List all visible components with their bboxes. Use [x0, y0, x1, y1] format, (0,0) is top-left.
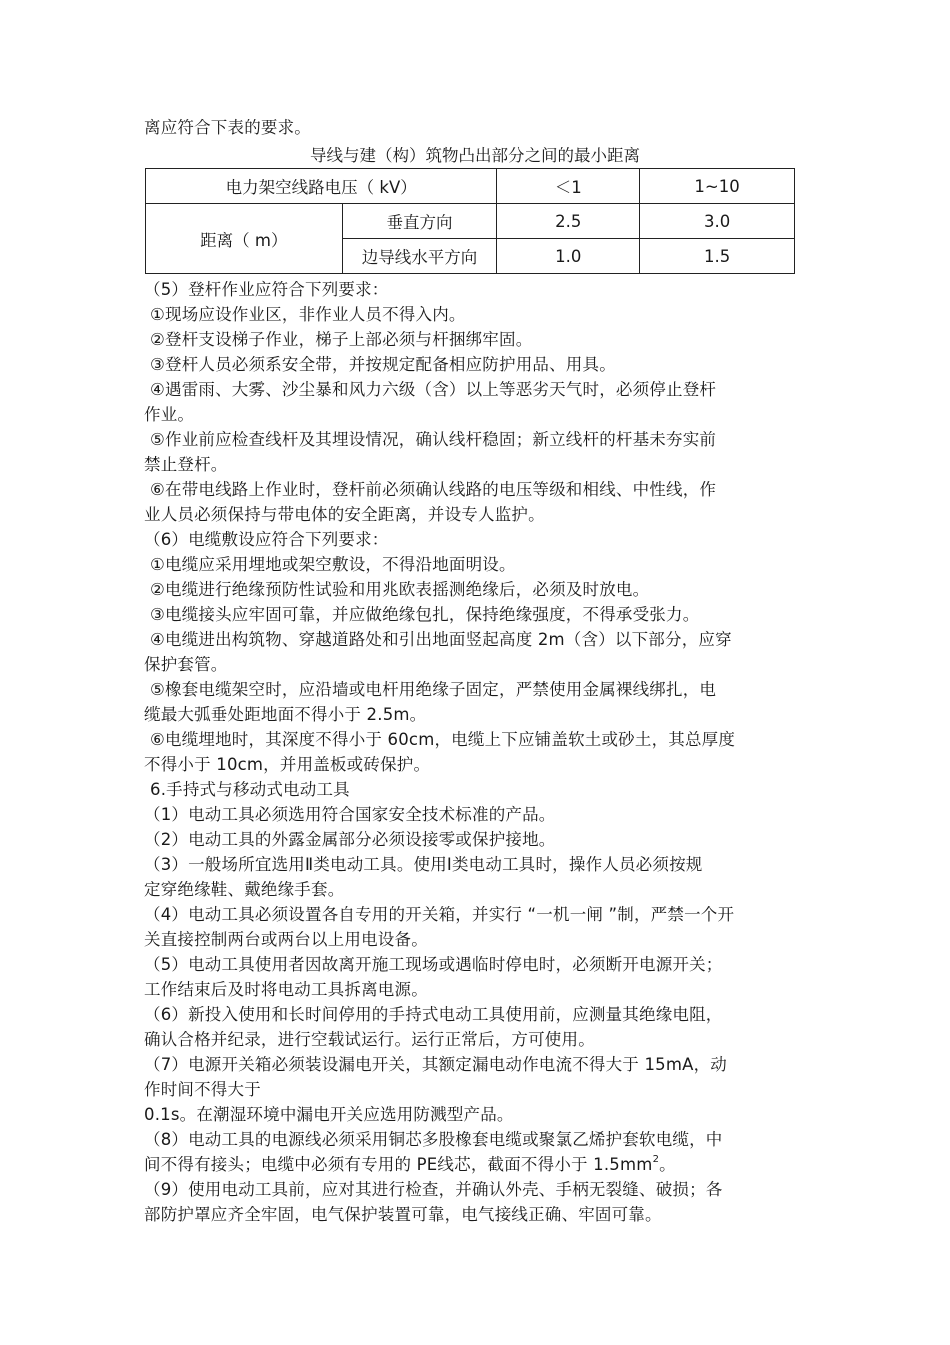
- text-line: ④遇雷雨、大雾、沙尘暴和风力六级（含）以上等恶劣天气时，必须停止登杆: [150, 380, 717, 399]
- voltage-high-header-cell: 1~10: [640, 169, 795, 204]
- text-line: 业人员必须保持与带电体的安全距离，并设专人监护。: [144, 505, 545, 524]
- text-line: ②电缆进行绝缘预防性试验和用兆欧表摇测绝缘后，必须及时放电。: [150, 580, 650, 599]
- voltage-low-header-cell: ＜1: [497, 169, 640, 204]
- text-line: （4）电动工具必须设置各自专用的开关箱，并实行 “一机一闸 ”制，严禁一个开: [144, 905, 735, 924]
- table-row: [146, 204, 795, 239]
- text-line: 缆最大弧垂处距地面不得小于 2.5m。: [144, 705, 427, 724]
- min-distance-table: [145, 168, 795, 274]
- text-line: （5）电动工具使用者因故离开施工现场或遇临时停电时，必须断开电源开关；: [144, 955, 723, 974]
- text-line: ⑤橡套电缆架空时，应沿墙或电杆用绝缘子固定，严禁使用金属裸线绑扎，电: [150, 680, 717, 699]
- value-cell: 1.5: [640, 239, 795, 274]
- text-line: 禁止登杆。: [144, 455, 228, 474]
- text-line: ⑥电缆埋地时，其深度不得小于 60cm，电缆上下应铺盖软土或砂土，其总厚度: [150, 730, 736, 749]
- text-line: ③电缆接头应牢固可靠，并应做绝缘包扎，保持绝缘强度，不得承受张力。: [150, 605, 700, 624]
- value-cell: 3.0: [640, 204, 795, 239]
- text-line: （6）新投入使用和长时间停用的手持式电动工具使用前，应测量其绝缘电阻，: [144, 1005, 723, 1024]
- text-line: （8）电动工具的电源线必须采用铜芯多股橡套电缆或聚氯乙烯护套软电缆，中: [144, 1130, 723, 1149]
- text-line: 保护套管。: [144, 655, 228, 674]
- text-line: 定穿绝缘鞋、戴绝缘手套。: [144, 880, 345, 899]
- text-line: 不得小于 10cm，并用盖板或砖保护。: [144, 755, 431, 774]
- direction-cell: 边导线水平方向: [342, 239, 497, 274]
- text-line: （6）电缆敷设应符合下列要求：: [144, 530, 389, 549]
- intro-line: 离应符合下表的要求。: [144, 118, 311, 137]
- distance-row-header: 距离（ m）: [146, 204, 343, 274]
- text-segment: 。: [659, 1155, 676, 1174]
- text-line: （5）登杆作业应符合下列要求：: [144, 280, 389, 299]
- text-line: 关直接控制两台或两台以上用电设备。: [144, 930, 428, 949]
- table-header-row: [146, 169, 795, 204]
- text-line: ④电缆进出构筑物、穿越道路处和引出地面竖起高度 2m（含）以下部分，应穿: [150, 630, 732, 649]
- text-line: ②登杆支设梯子作业，梯子上部必须与杆捆绑牢固。: [150, 330, 533, 349]
- value-cell: 2.5: [497, 204, 640, 239]
- superscript: 2: [652, 1154, 660, 1165]
- text-line: ⑤作业前应检查线杆及其埋设情况，确认线杆稳固；新立线杆的杆基未夯实前: [150, 430, 717, 449]
- text-line: 作时间不得大于: [144, 1080, 261, 1099]
- text-line: ①现场应设作业区，非作业人员不得入内。: [150, 305, 466, 324]
- voltage-header-cell: 电力架空线路电压（ kV）: [146, 169, 497, 204]
- text-line: （3）一般场所宜选用Ⅱ类电动工具。使用Ⅰ类电动工具时，操作人员必须按规: [144, 855, 703, 874]
- text-line: （7）电源开关箱必须装设漏电开关，其额定漏电动作电流不得大于 15mA，动: [144, 1055, 727, 1074]
- text-line: ①电缆应采用埋地或架空敷设，不得沿地面明设。: [150, 555, 516, 574]
- text-line: 作业。: [144, 405, 195, 424]
- text-line-with-superscript: [144, 1155, 676, 1175]
- direction-cell: 垂直方向: [342, 204, 497, 239]
- text-line: 工作结束后及时将电动工具拆离电源。: [144, 980, 428, 999]
- text-segment: 间不得有接头；电缆中必须有专用的 PE线芯，截面不得小于 1.5mm: [144, 1155, 653, 1174]
- text-line: 0.1s。在潮湿环境中漏电开关应选用防溅型产品。: [144, 1105, 514, 1124]
- text-line: 确认合格并纪录，进行空载试运行。运行正常后，方可使用。: [144, 1030, 595, 1049]
- text-line: 部防护罩应齐全牢固，电气保护装置可靠，电气接线正确、牢固可靠。: [144, 1205, 662, 1224]
- text-line: （9）使用电动工具前，应对其进行检查，并确认外壳、手柄无裂缝、破损；各: [144, 1180, 723, 1199]
- table-caption: 导线与建（构）筑物凸出部分之间的最小距离: [310, 146, 640, 165]
- text-line: ⑥在带电线路上作业时，登杆前必须确认线路的电压等级和相线、中性线，作: [150, 480, 717, 499]
- text-line: （1）电动工具必须选用符合国家安全技术标准的产品。: [144, 805, 556, 824]
- value-cell: 1.0: [497, 239, 640, 274]
- section-heading: 6.手持式与移动式电动工具: [150, 780, 350, 799]
- text-line: （2）电动工具的外露金属部分必须设接零或保护接地。: [144, 830, 556, 849]
- text-line: ③登杆人员必须系安全带，并按规定配备相应防护用品、用具。: [150, 355, 616, 374]
